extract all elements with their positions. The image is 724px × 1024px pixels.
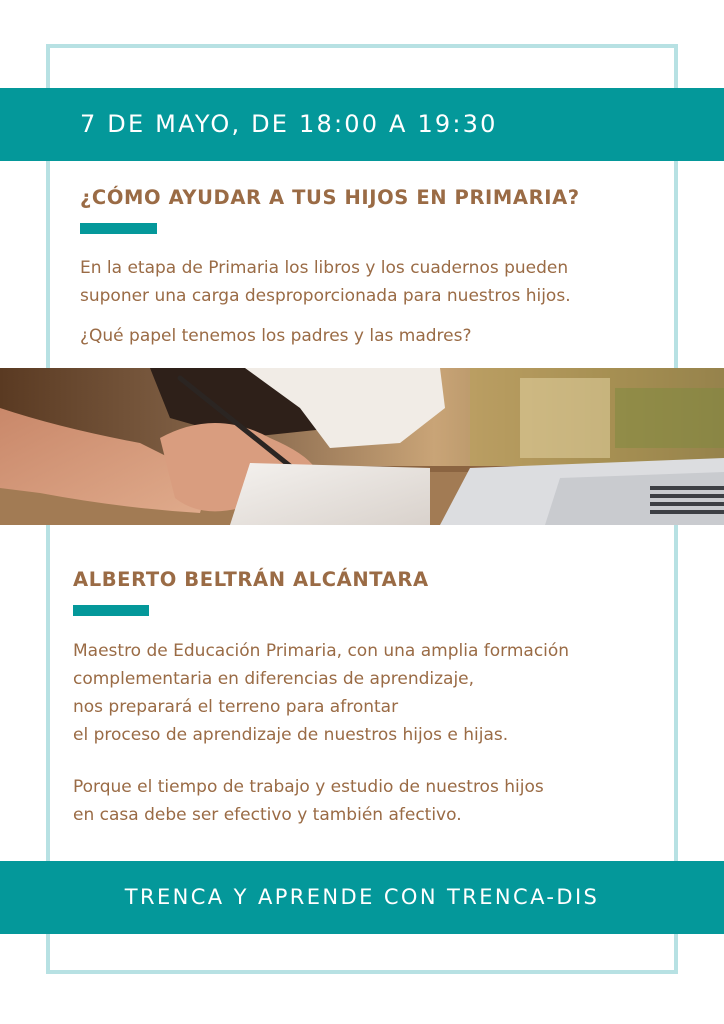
intro-question: ¿Qué papel tenemos los padres y las madres? bbox=[80, 326, 472, 346]
closing-line: en casa debe ser efectivo y también afectivo. bbox=[73, 805, 462, 825]
footer-banner bbox=[0, 861, 724, 934]
talk-title: ¿CÓMO AYUDAR A TUS HIJOS EN PRIMARIA? bbox=[80, 186, 580, 209]
closing-line: Porque el tiempo de trabajo y estudio de nuestros hijos bbox=[73, 777, 544, 797]
speaker-name: ALBERTO BELTRÁN ALCÁNTARA bbox=[73, 568, 429, 591]
bio-line: complementaria en diferencias de aprendizaje, bbox=[73, 669, 475, 689]
student-writing-photo bbox=[0, 368, 724, 525]
bio-line: nos preparará el terreno para afrontar bbox=[73, 697, 399, 717]
date-banner bbox=[0, 88, 724, 161]
speaker-bio bbox=[73, 637, 569, 749]
event-date-time: 7 DE MAYO, DE 18:00 A 19:30 bbox=[80, 110, 498, 138]
speaker-accent-bar bbox=[73, 605, 149, 616]
bio-line: el proceso de aprendizaje de nuestros hijos e hijas. bbox=[73, 725, 509, 745]
title-accent-bar bbox=[80, 223, 157, 234]
intro-paragraph bbox=[80, 254, 571, 310]
intro-line: En la etapa de Primaria los libros y los cuadernos pueden bbox=[80, 258, 569, 278]
footer-slogan: TRENCA Y APRENDE CON TRENCA-DIS bbox=[124, 885, 600, 909]
bio-line: Maestro de Educación Primaria, con una amplia formación bbox=[73, 641, 570, 661]
intro-line: suponer una carga desproporcionada para nuestros hijos. bbox=[80, 286, 571, 306]
closing-paragraph bbox=[73, 773, 544, 829]
